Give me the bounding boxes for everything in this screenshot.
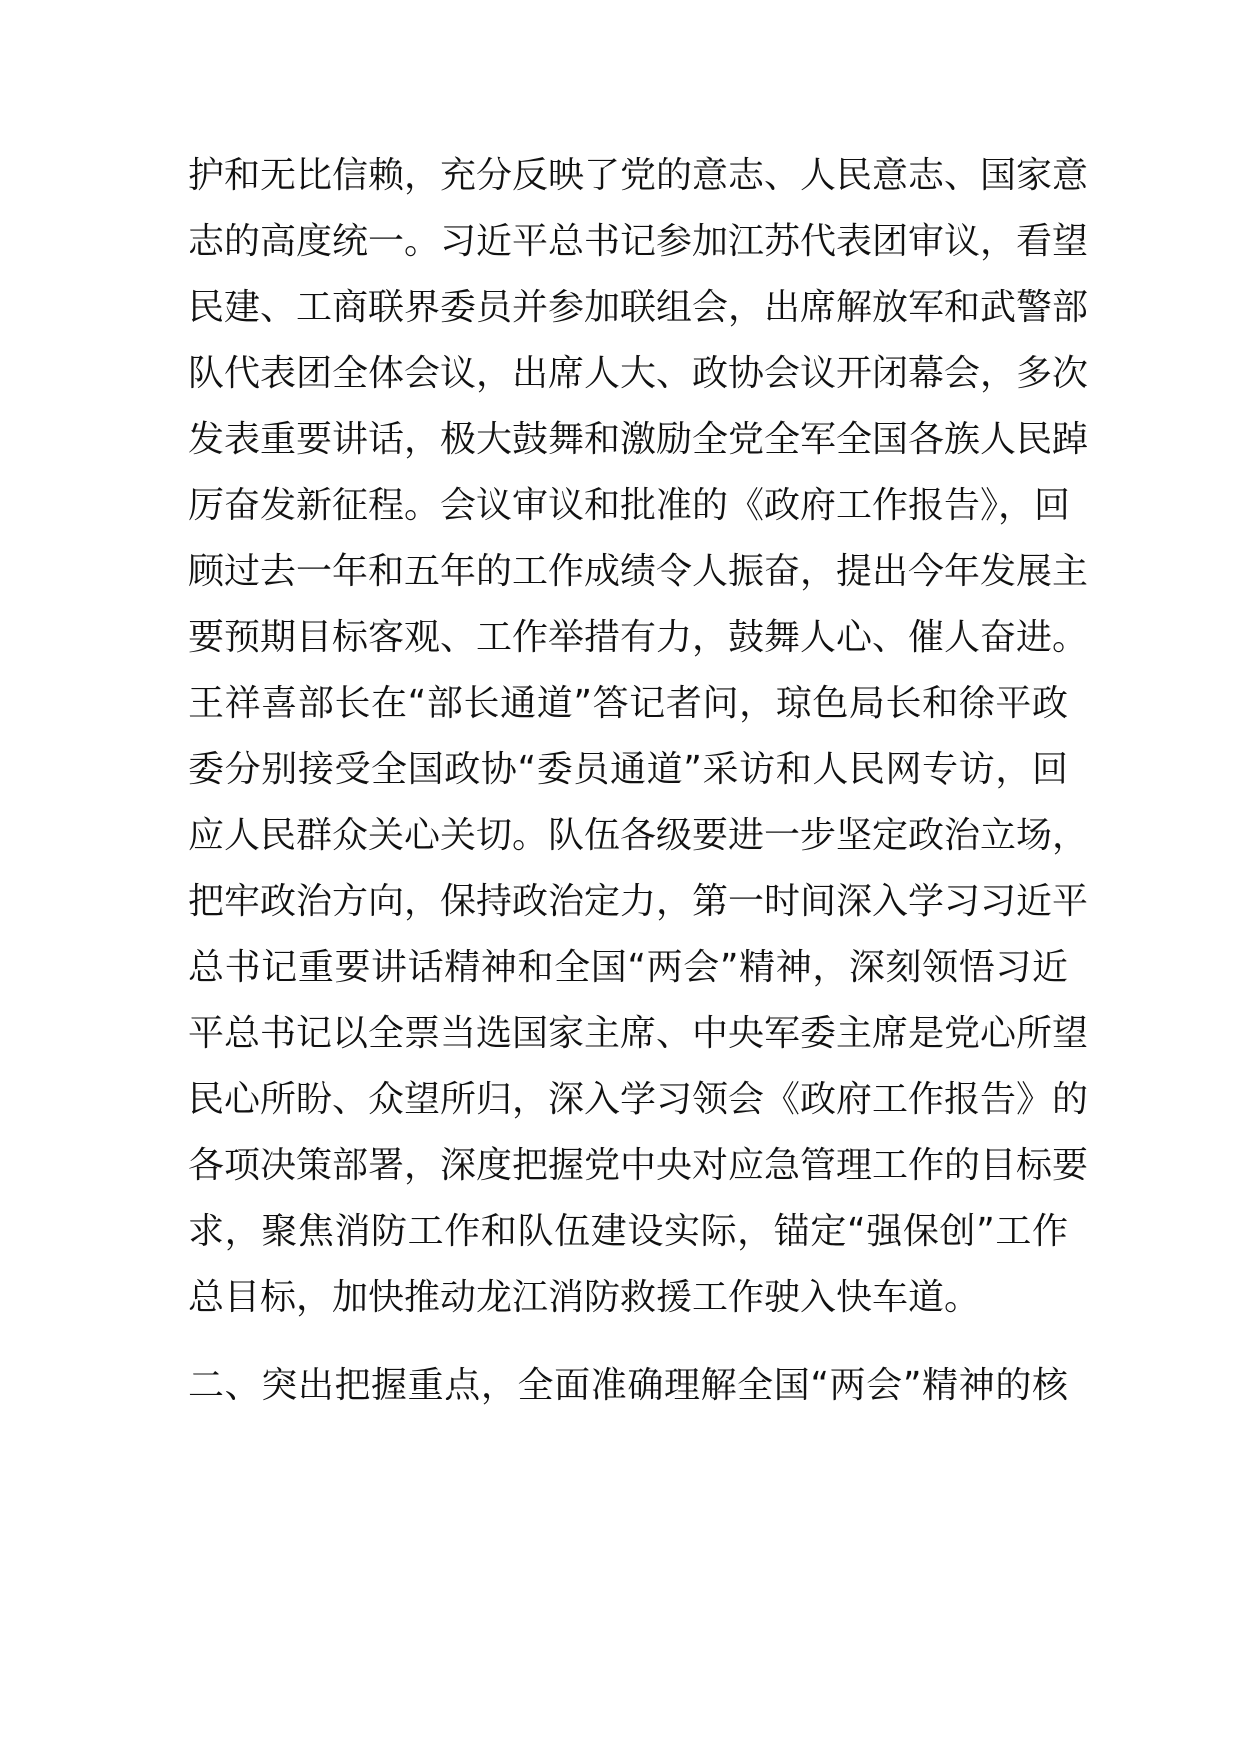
section-heading: 二、突出把握重点，全面准确理解全国“两会”精神的核 [188, 1365, 1068, 1406]
paragraph-line: 委分别接受全国政协“委员通道”采访和人民网专访，回 [188, 749, 1068, 790]
paragraph-line: 求，聚焦消防工作和队伍建设实际，锚定“强保创”工作 [188, 1211, 1068, 1252]
paragraph-line: 发表重要讲话，极大鼓舞和激励全党全军全国各族人民踔 [188, 419, 1089, 460]
paragraph-line: 总目标，加快推动龙江消防救援工作驶入快车道。 [188, 1277, 981, 1318]
paragraph-line: 把牢政治方向，保持政治定力，第一时间深入学习习近平 [188, 881, 1089, 922]
paragraph-line: 要预期目标客观、工作举措有力，鼓舞人心、催人奋进。 [188, 617, 1089, 658]
paragraph-line: 顾过去一年和五年的工作成绩令人振奋，提出今年发展主 [188, 551, 1089, 592]
paragraph-line: 民心所盼、众望所归，深入学习领会《政府工作报告》的 [188, 1079, 1089, 1120]
paragraph-line: 厉奋发新征程。会议审议和批准的《政府工作报告》，回 [188, 485, 1071, 526]
paragraph-line: 平总书记以全票当选国家主席、中央军委主席是党心所望 [188, 1013, 1089, 1054]
paragraph-line: 王祥喜部长在“部长通道”答记者问，琼色局长和徐平政 [188, 683, 1068, 724]
paragraph-line: 志的高度统一。习近平总书记参加江苏代表团审议，看望 [188, 221, 1089, 262]
paragraph-line: 队代表团全体会议，出席人大、政协会议开闭幕会，多次 [188, 353, 1089, 394]
paragraph-line: 民建、工商联界委员并参加联组会，出席解放军和武警部 [188, 287, 1089, 328]
paragraph-line: 总书记重要讲话精神和全国“两会”精神，深刻领悟习近 [188, 947, 1068, 988]
paragraph-line: 护和无比信赖，充分反映了党的意志、人民意志、国家意 [188, 155, 1089, 196]
paragraph-line: 应人民群众关心关切。队伍各级要进一步坚定政治立场， [188, 815, 1089, 856]
paragraph-line: 各项决策部署，深度把握党中央对应急管理工作的目标要 [188, 1145, 1089, 1186]
